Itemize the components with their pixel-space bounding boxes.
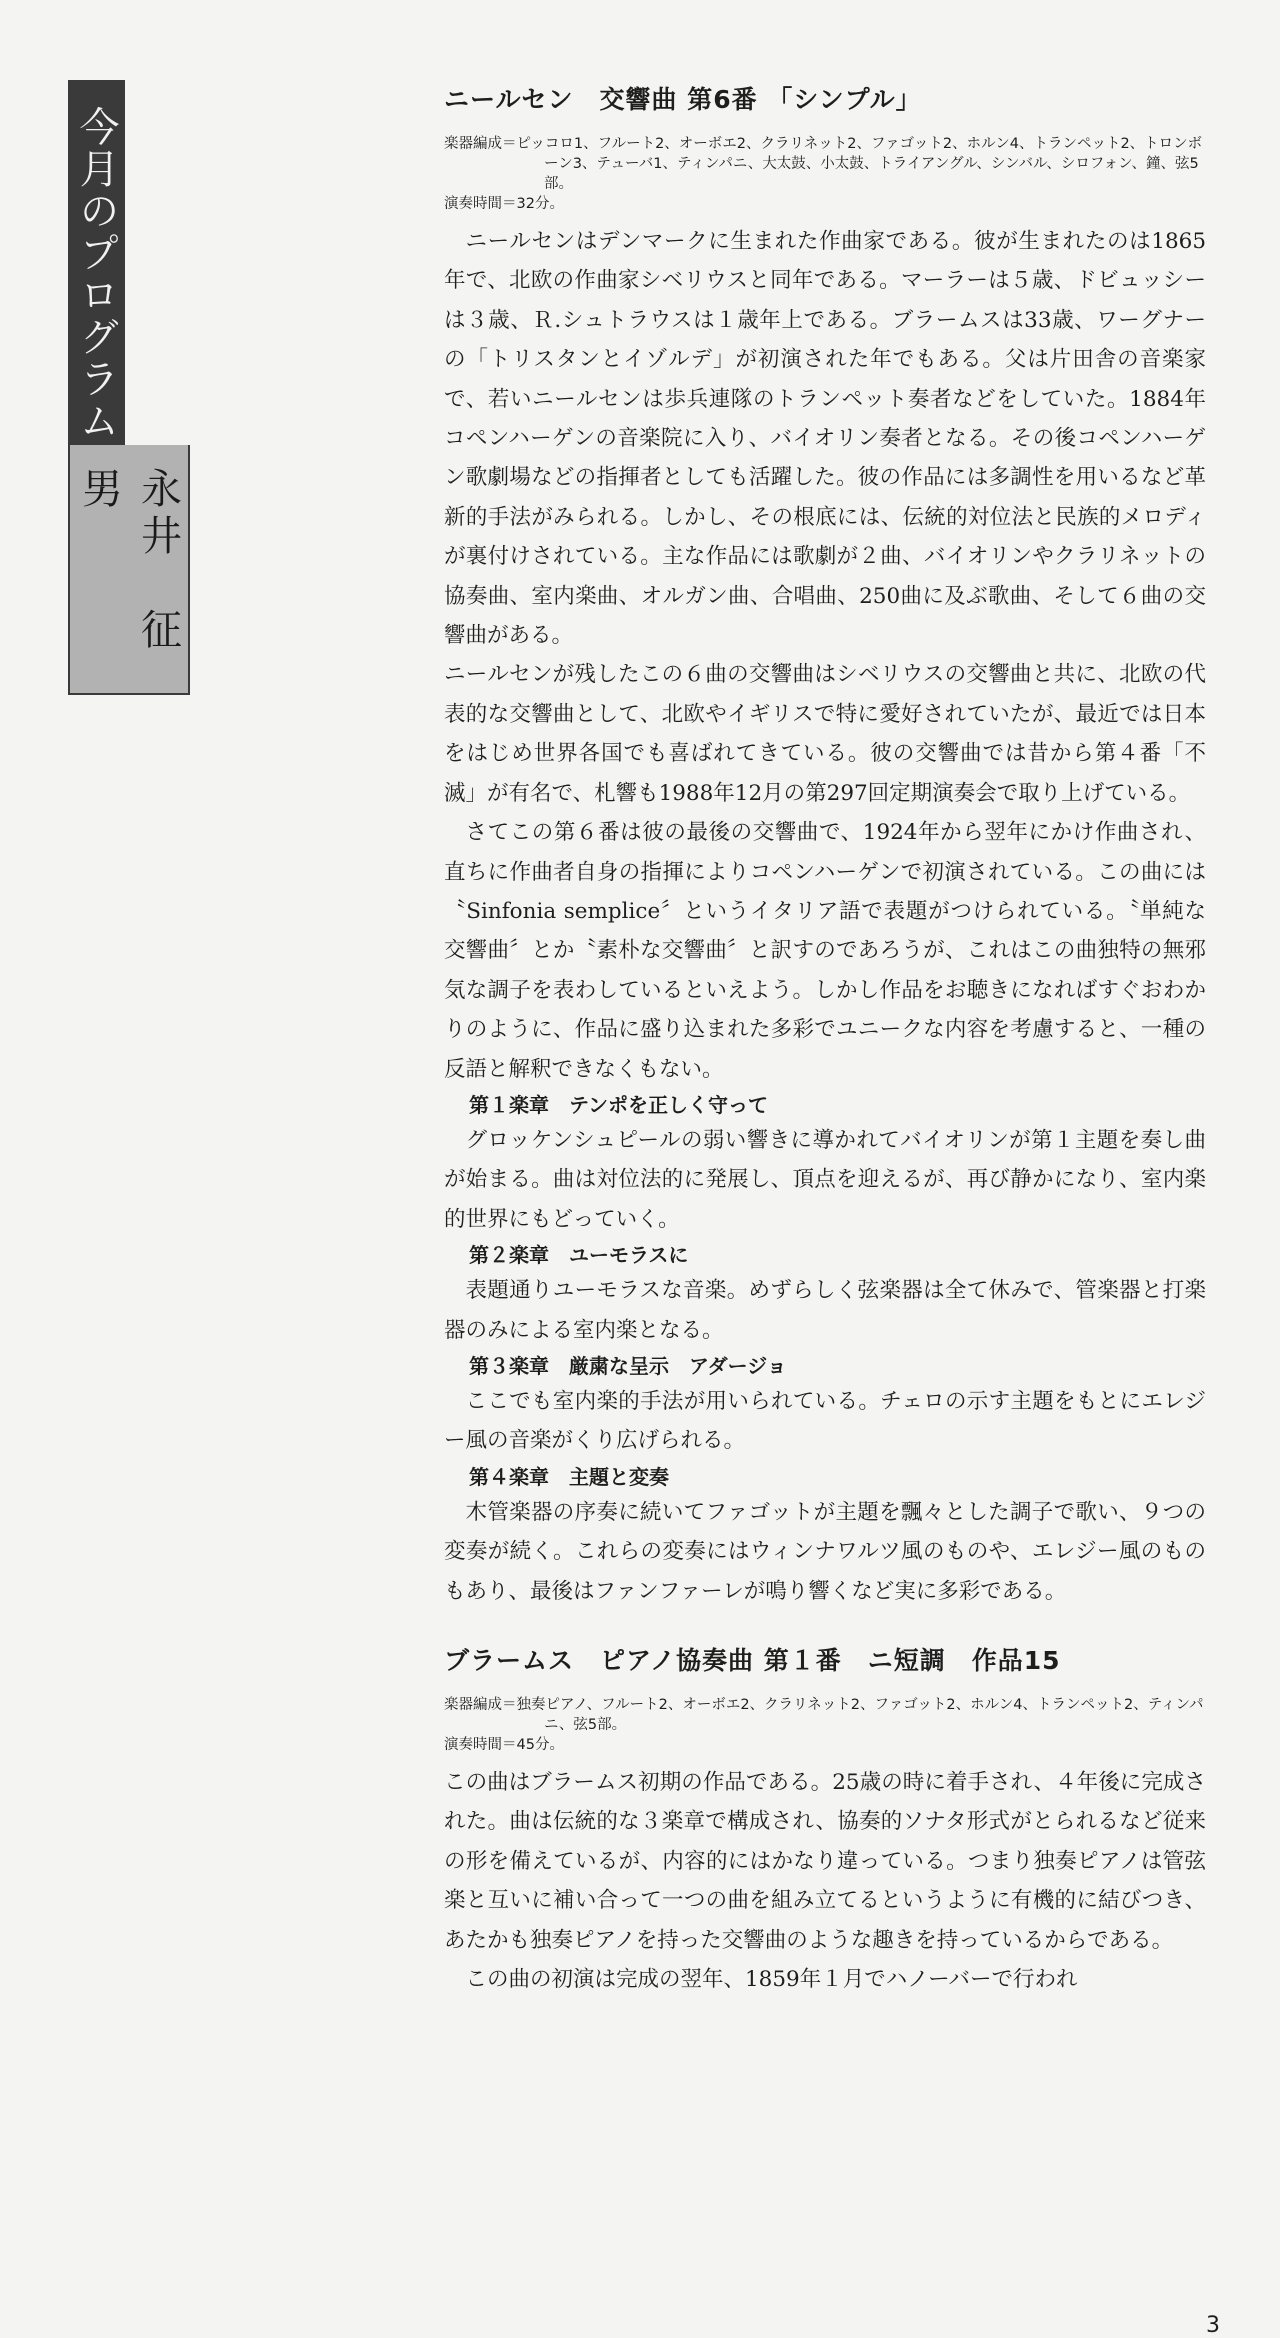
piece2-instrumentation: 楽器編成＝独奏ピアノ、フルート2、オーボエ2、クラリネット2、ファゴット2、ホルン4、トランペット2、ティンパニ、弦5部。 [444, 1697, 1204, 1733]
page-number: 3 [1206, 2313, 1220, 2338]
piece1-title: ニールセン 交響曲 第6番 「シンプル」 [444, 85, 922, 114]
movement-heading: 第４楽章 主題と変奏 [469, 1464, 669, 1489]
author-label: 永井 征男 [68, 445, 190, 695]
paragraph: この曲はブラームス初期の作品である。25歳の時に着手され、４年後に完成された。曲は伝統的な３楽章で構成され、協奏的ソナタ形式がとられるなど従来の形を備えているが、内容的にはかなり違っている。つまり独奏ピアノは管弦楽と互いに補い合って一つの曲を組み立てるというように有機的に結びつき、あたかも独奏ピアノを持った交響曲のような趣きを持っているからである。 [444, 1770, 1206, 1953]
movement-text: ここでも室内楽的手法が用いられている。チェロの示す主題をもとにエレジー風の音楽がくり広げられる。 [444, 1388, 1206, 1454]
section-label: 今月のプログラム [68, 80, 125, 445]
movement-heading: 第１楽章 テンポを正しく守って [469, 1092, 768, 1117]
piece2-duration: 演奏時間＝45分。 [444, 1737, 564, 1753]
piece1-duration: 演奏時間＝32分。 [444, 196, 564, 212]
section-gap [444, 1611, 1206, 1641]
sidebar [68, 80, 182, 695]
movement-text: 木管楽器の序奏に続いてファゴットが主題を飄々とした調子で歌い、９つの変奏が続く。これらの変奏にはウィンナワルツ風のものや、エレジー風のものもあり、最後はファンファーレが鳴り響くなど実に多彩である。 [444, 1499, 1206, 1604]
paragraph: さてこの第６番は彼の最後の交響曲で、1924年から翌年にかけ作曲され、直ちに作曲者自身の指揮によりコペンハーゲンで初演されている。この曲には〝Sinfonia semplice〞というイタリア語で表題がつけられている。〝単純な交響曲〞とか〝素朴な交響曲〞と訳すのであろうが、これはこの曲独特の無邪気な調子を表わしているといえよう。しかし作品をお聴きになればすぐおわかりのように、作品に盛り込まれた多彩でユニークな内容を考慮すると、一種の反語と解釈できなくもない。 [444, 820, 1206, 1082]
paragraph: この曲の初演は完成の翌年、1859年１月でハノーバーで行われ [465, 1967, 1078, 1993]
piece2-title: ブラームス ピアノ協奏曲 第１番 ニ短調 作品15 [444, 1646, 1061, 1675]
movement-heading: 第２楽章 ユーモラスに [469, 1243, 689, 1268]
paragraph: ニールセンはデンマークに生まれた作曲家である。彼が生まれたのは1865年で、北欧の作曲家シベリウスと同年である。マーラーは５歳、ドビュッシーは３歳、Ｒ.シュトラウスは１歳年上である。ブラームスは33歳、ワーグナーの「トリスタンとイゾルデ」が初演された年でもある。父は片田舎の音楽家で、若いニールセンは歩兵連隊のトランペット奏者などをしていた。1884年コペンハーゲンの音楽院に入り、バイオリン奏者となる。その後コペンハーゲン歌劇場などの指揮者としても活躍した。彼の作品には多調性を用いるなど革新的手法がみられる。しかし、その根底には、伝統的対位法と民族的メロディが裏付けされている。主な作品には歌劇が２曲、バイオリンやクラリネットの協奏曲、室内楽曲、オルガン曲、合唱曲、250曲に及ぶ歌曲、そして６曲の交響曲がある。 [444, 229, 1206, 649]
movement-heading: 第３楽章 厳粛な呈示 アダージョ [469, 1353, 787, 1378]
main-column [444, 80, 1206, 1999]
movement-text: グロッケンシュピールの弱い響きに導かれてバイオリンが第１主題を奏し曲が始まる。曲は対位法的に発展し、頂点を迎えるが、再び静かになり、室内楽的世界にもどっていく。 [444, 1127, 1206, 1232]
paragraph: ニールセンが残したこの６曲の交響曲はシベリウスの交響曲と共に、北欧の代表的な交響曲として、北欧やイギリスで特に愛好されていたが、最近では日本をはじめ世界各国でも喜ばれてきている。彼の交響曲では昔から第４番「不滅」が有名で、札響も1988年12月の第297回定期演奏会で取り上げている。 [444, 662, 1206, 806]
piece1-instrumentation: 楽器編成＝ピッコロ1、フルート2、オーボエ2、クラリネット2、ファゴット2、ホルン4、トランペット2、トロンボーン3、テューバ1、ティンパニ、大太鼓、小太鼓、トライアングル、シンバル、シロフォン、鐘、弦5部。 [444, 136, 1203, 192]
movement-text: 表題通りユーモラスな音楽。めずらしく弦楽器は全て休みで、管楽器と打楽器のみによる室内楽となる。 [444, 1278, 1206, 1343]
